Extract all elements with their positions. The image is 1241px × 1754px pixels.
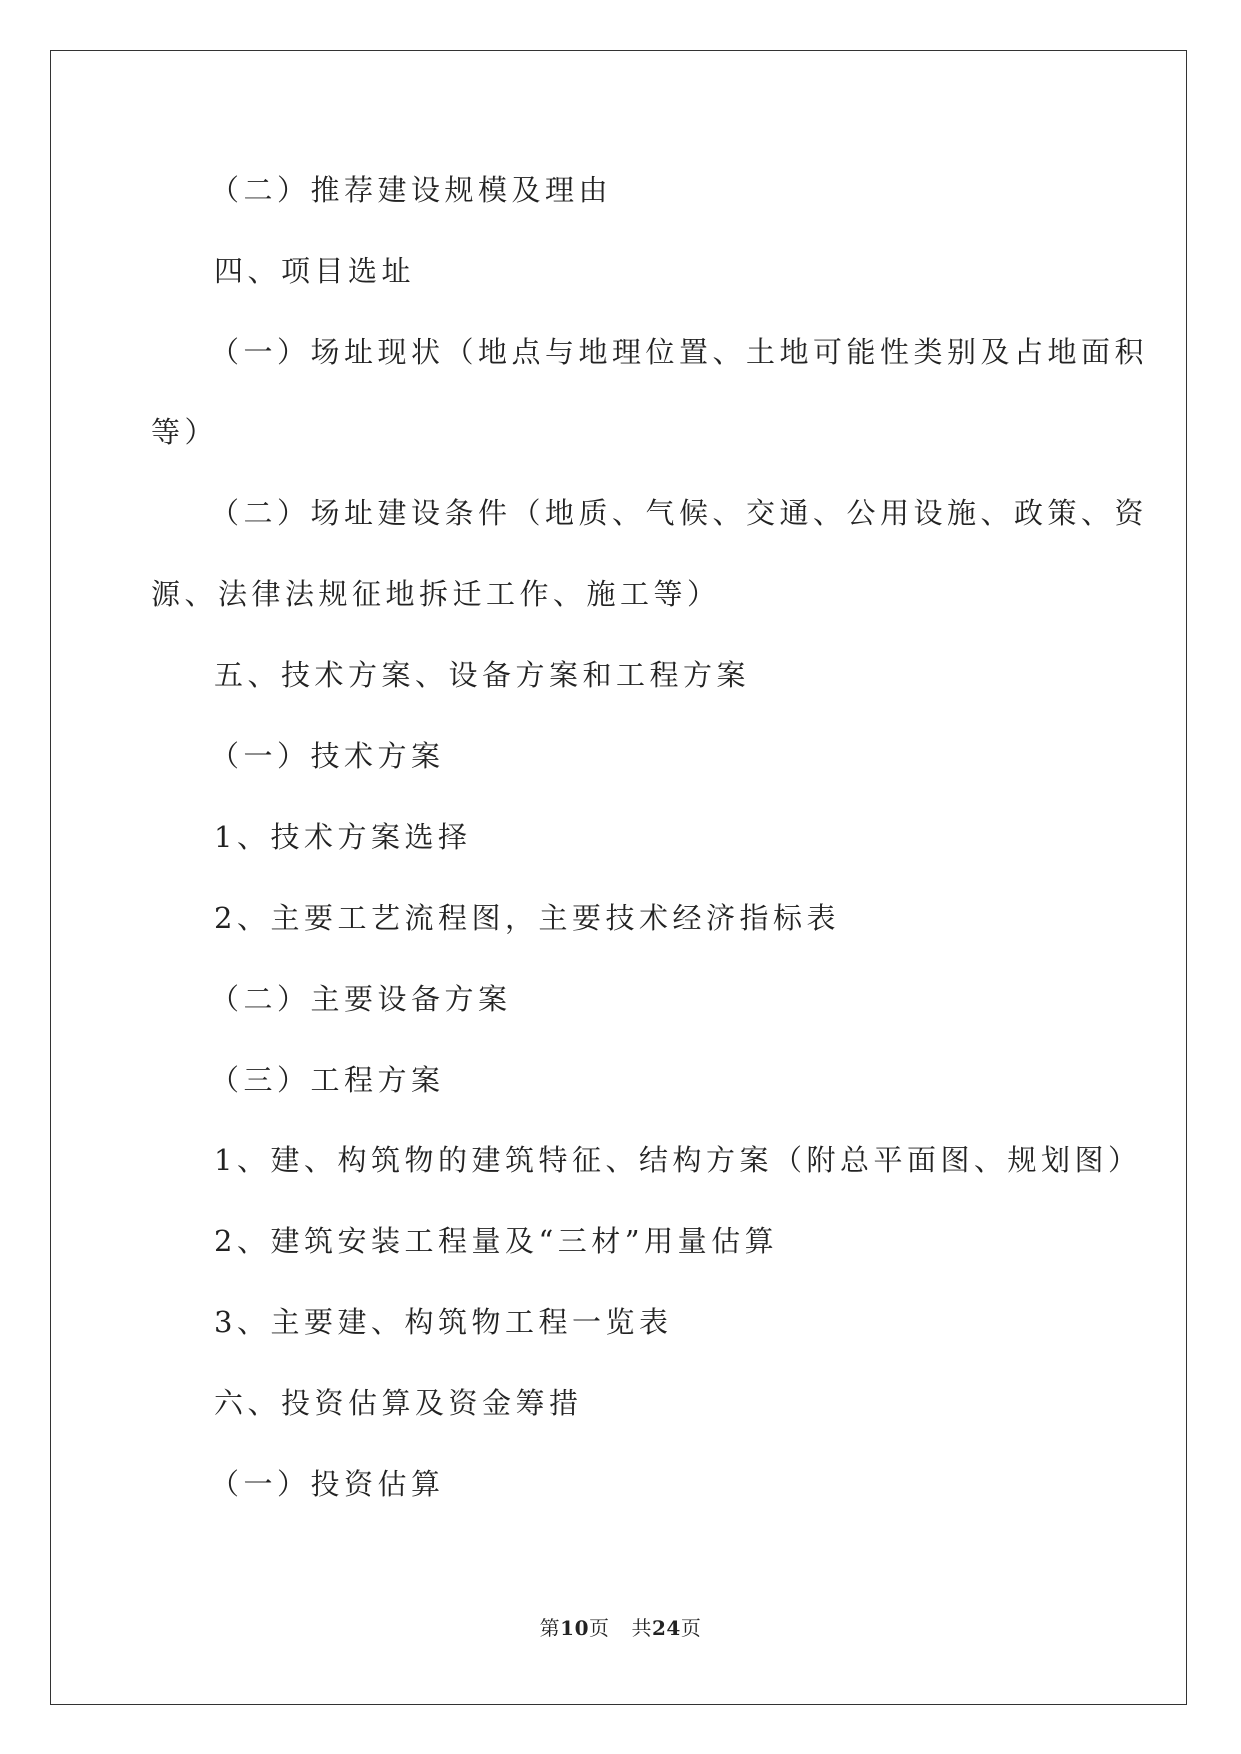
paragraph-line: 源、法律法规征地拆迁工作、施工等） (151, 577, 721, 611)
paragraph-line: （一）场址现状（地点与地理位置、土地可能性类别及占地面积 (210, 335, 1149, 369)
footer-page-prefix: 第 (539, 1616, 561, 1640)
list-item: 3、主要建、构筑物工程一览表 (214, 1305, 673, 1339)
page-border (50, 50, 1187, 1705)
footer-total-prefix: 共 (631, 1616, 652, 1640)
section-heading: （二）推荐建设规模及理由 (210, 173, 613, 207)
footer-page-current: 10 (560, 1616, 589, 1640)
list-item: 1、建、构筑物的建筑特征、结构方案（附总平面图、规划图） (214, 1143, 1142, 1177)
chapter-heading: 四、项目选址 (214, 254, 416, 288)
footer-page-total: 24 (652, 1616, 681, 1640)
footer-page-suffix: 页 (589, 1616, 610, 1640)
section-heading: （一）投资估算 (210, 1467, 445, 1501)
page-footer (0, 1612, 1241, 1641)
paragraph-line: （二）场址建设条件（地质、气候、交通、公用设施、政策、资 (210, 496, 1149, 530)
section-heading: （二）主要设备方案 (210, 982, 512, 1016)
list-item: 1、技术方案选择 (214, 820, 472, 854)
section-heading: （三）工程方案 (210, 1063, 445, 1097)
section-heading: （一）技术方案 (210, 739, 445, 773)
footer-total-suffix: 页 (680, 1616, 702, 1640)
paragraph-line: 等） (151, 415, 219, 449)
list-item: 2、主要工艺流程图，主要技术经济指标表 (214, 901, 840, 935)
list-item: 2、建筑安装工程量及“三材”用量估算 (214, 1224, 779, 1258)
chapter-heading: 六、投资估算及资金筹措 (214, 1386, 583, 1420)
chapter-heading: 五、技术方案、设备方案和工程方案 (214, 658, 751, 692)
